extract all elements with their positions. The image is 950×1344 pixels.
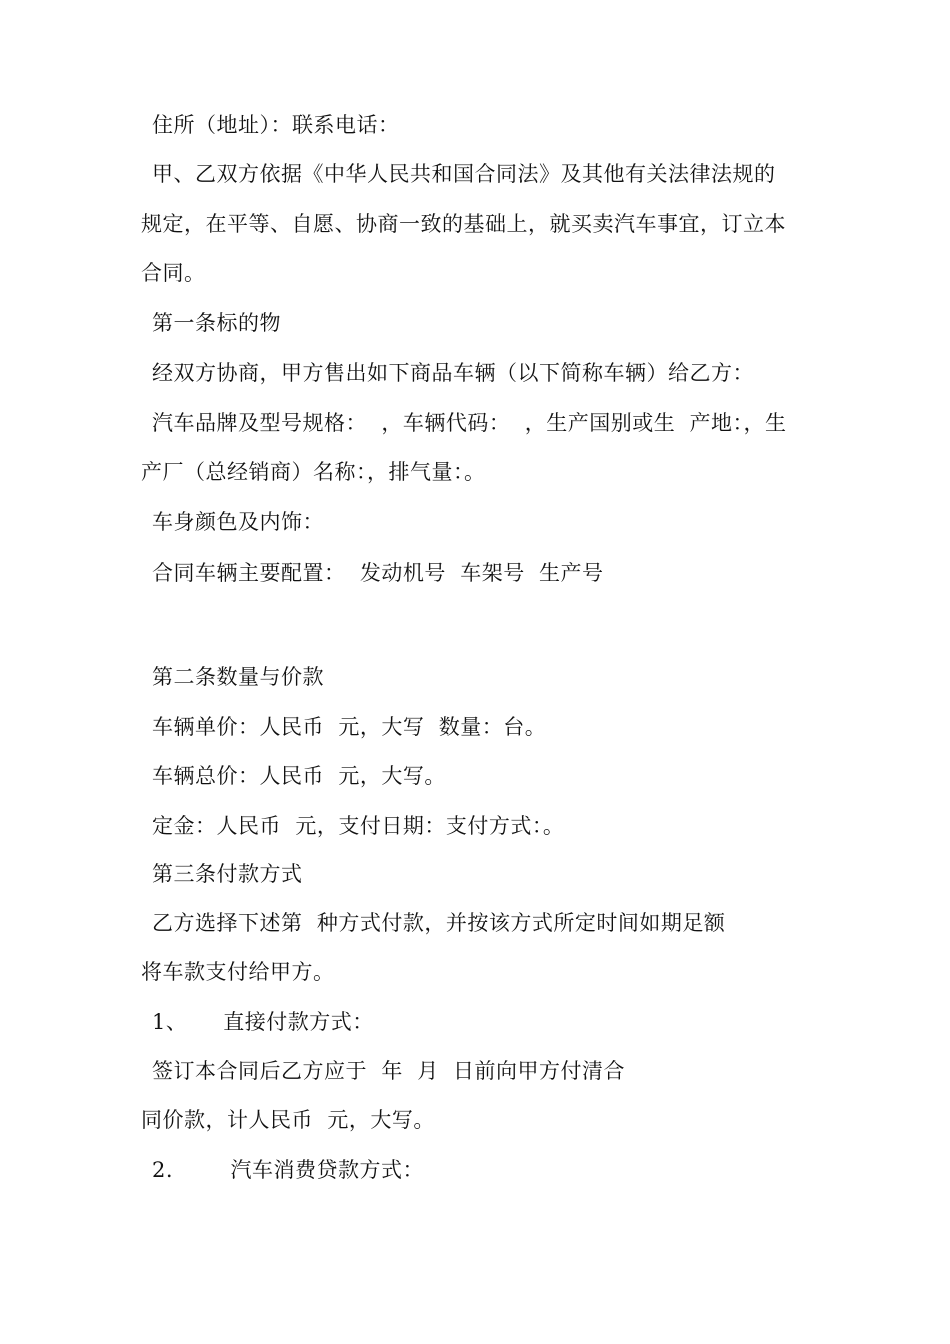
party-address-line: 住所（地址）：联系电话：: [152, 113, 400, 137]
direct-payment-line-1: 签订本合同后乙方应于 年 月 日前向甲方付清合: [152, 1059, 626, 1083]
payment-choice-line-2: 将车款支付给甲方。: [141, 960, 335, 984]
preamble-line-2: 规定，在平等、自愿、协商一致的基础上，就买卖汽车事宜，订立本: [141, 212, 786, 236]
vehicle-color-line: 车身颜色及内饰：: [152, 510, 324, 534]
unit-price-line: 车辆单价：人民币 元，大写 数量：台。: [152, 715, 547, 739]
vehicle-spec-line-1: 汽车品牌及型号规格： ，车辆代码： ，生产国别或生 产地：，生: [152, 411, 787, 435]
vehicle-config-line: 合同车辆主要配置： 发动机号 车架号 生产号: [152, 561, 604, 585]
preamble-line-1: 甲、乙双方依据《中华人民共和国合同法》及其他有关法律法规的: [152, 162, 776, 186]
payment-choice-line-1: 乙方选择下述第 种方式付款，并按该方式所定时间如期足额: [152, 911, 726, 935]
total-price-line: 车辆总价：人民币 元，大写。: [152, 764, 446, 788]
vehicle-spec-line-2: 产厂（总经销商）名称：，排气量：。: [141, 460, 486, 484]
direct-payment-heading: 1、 直接付款方式：: [152, 1010, 374, 1034]
direct-payment-line-2: 同价款，计人民币 元，大写。: [141, 1108, 435, 1132]
article-1-heading: 第一条标的物: [152, 311, 281, 335]
preamble-line-3: 合同。: [141, 261, 206, 285]
article-2-heading: 第二条数量与价款: [152, 665, 324, 689]
loan-payment-heading: 2. 汽车消费贷款方式：: [152, 1158, 424, 1182]
deposit-line: 定金：人民币 元，支付日期：支付方式：。: [152, 814, 565, 838]
article-3-heading: 第三条付款方式: [152, 862, 303, 886]
article-1-intro: 经双方协商，甲方售出如下商品车辆（以下简称车辆）给乙方：: [152, 361, 754, 385]
